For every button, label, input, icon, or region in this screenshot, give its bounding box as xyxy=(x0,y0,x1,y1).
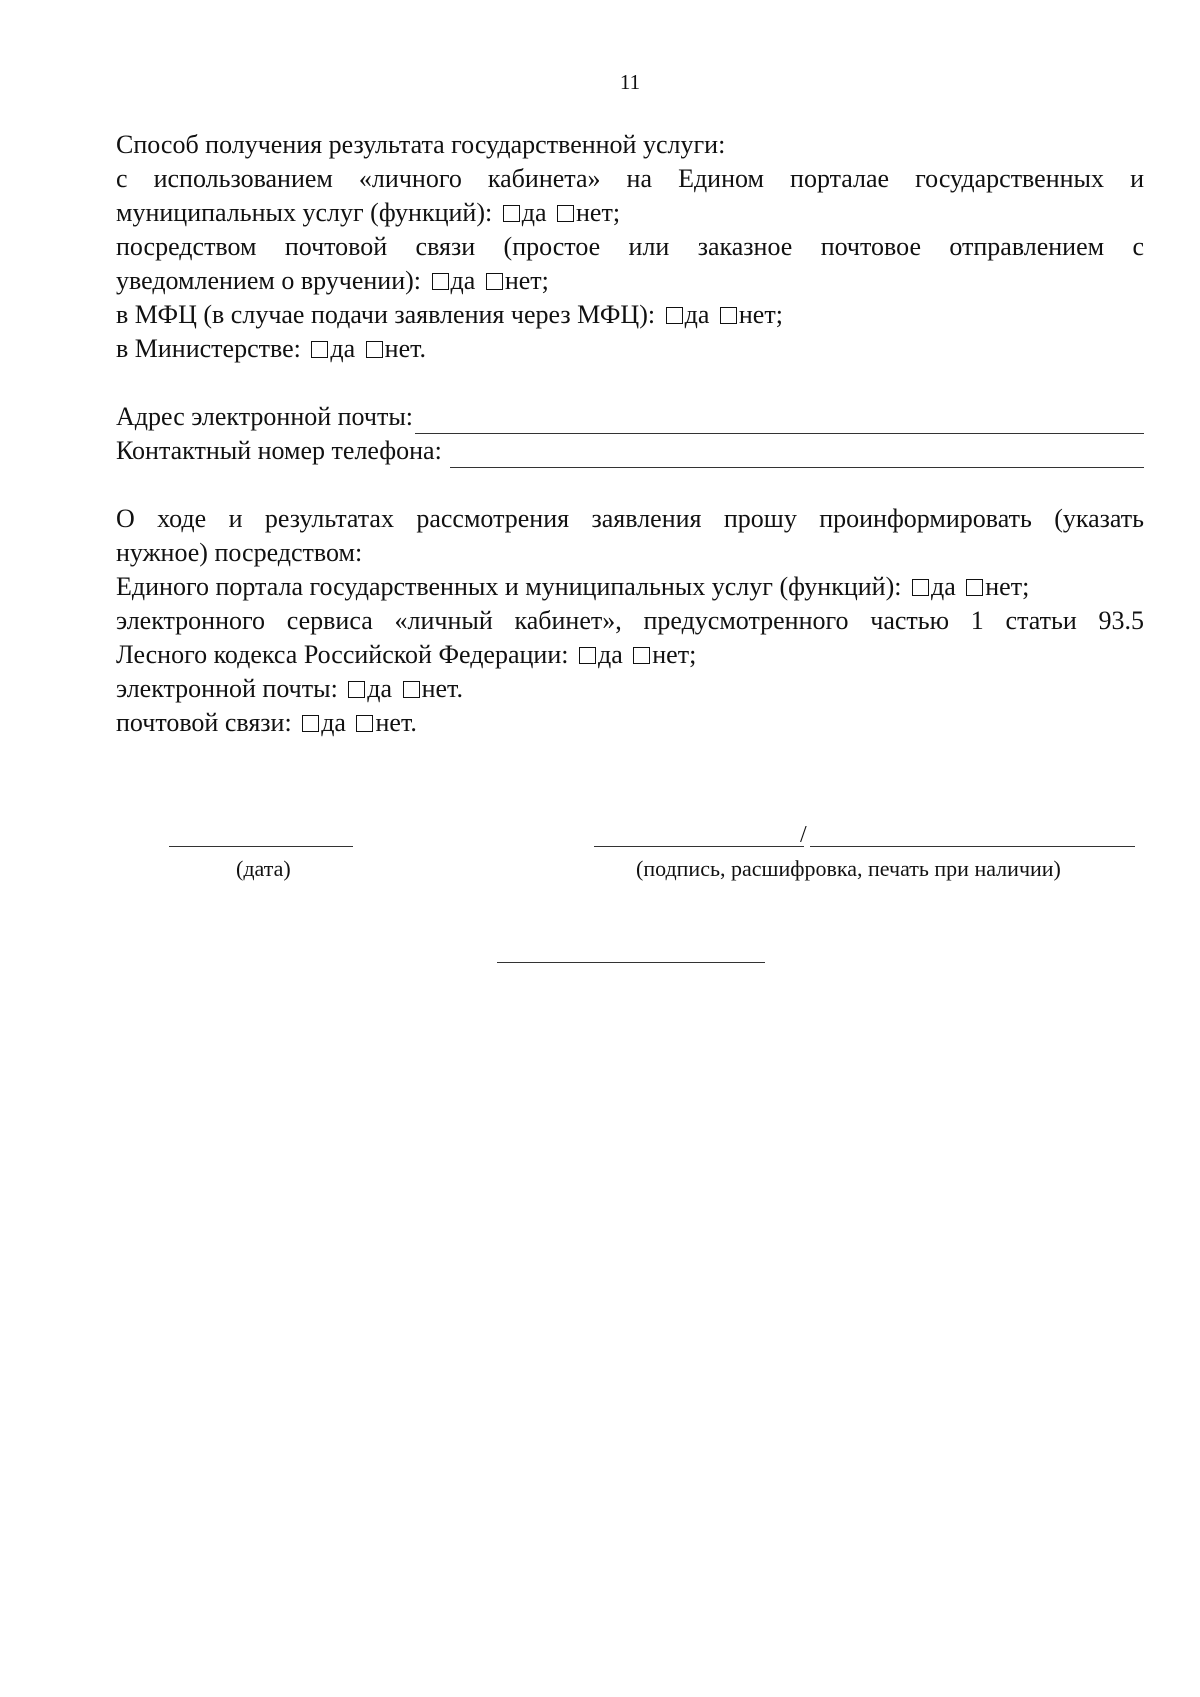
yes-label: да xyxy=(684,300,710,329)
date-caption: (дата) xyxy=(236,856,291,881)
no-label: нет. xyxy=(421,674,463,703)
yes-label: да xyxy=(330,334,356,363)
receipt-option-post xyxy=(116,264,1144,298)
phone-field[interactable] xyxy=(450,442,1144,468)
yes-label: да xyxy=(597,640,623,669)
checkbox-notify-post-no[interactable] xyxy=(356,715,373,732)
notify-option-cabinet xyxy=(116,638,1144,672)
notify-option-portal xyxy=(116,570,1144,604)
notify-option-email-text: электронной почты: xyxy=(116,674,338,703)
no-label: нет. xyxy=(384,334,427,363)
yes-label: да xyxy=(367,674,393,703)
receipt-option-portal-line1: с использованием «личного кабинета» на Едином порталае государственных и xyxy=(116,164,1144,193)
checkbox-notify-portal-no[interactable] xyxy=(966,579,983,596)
receipt-option-mfc xyxy=(116,298,1144,332)
checkbox-mfc-no[interactable] xyxy=(720,307,737,324)
checkbox-post-no[interactable] xyxy=(486,273,503,290)
receipt-option-portal-line2: муниципальных услуг (функций): xyxy=(116,198,493,227)
receipt-option-ministry-text: в Министерстве: xyxy=(116,334,301,363)
receipt-option-post-line2: уведомлением о вручении): xyxy=(116,266,422,295)
form-content xyxy=(116,128,1144,740)
notify-option-post-text: почтовой связи: xyxy=(116,708,292,737)
notify-heading-line1: О ходе и результатах рассмотрения заявления прошу проинформировать (указать xyxy=(116,504,1144,533)
page-number: 11 xyxy=(619,70,641,94)
signature-slash: / xyxy=(800,822,807,848)
checkbox-notify-cabinet-no[interactable] xyxy=(633,647,650,664)
checkbox-portal-yes[interactable] xyxy=(503,205,520,222)
no-label: нет; xyxy=(504,266,549,295)
no-label: нет; xyxy=(985,572,1030,601)
checkbox-mfc-yes[interactable] xyxy=(666,307,683,324)
notify-option-cabinet-line2: Лесного кодекса Российской Федерации: xyxy=(116,640,569,669)
yes-label: да xyxy=(930,572,956,601)
yes-label: да xyxy=(450,266,476,295)
closing-divider xyxy=(497,962,765,963)
receipt-option-portal xyxy=(116,196,1144,230)
spacer xyxy=(116,366,1144,400)
yes-label: да xyxy=(521,198,547,227)
notify-option-cabinet-line1: электронного сервиса «личный кабинет», предусмотренного частью 1 статьи 93.5 xyxy=(116,606,1144,635)
checkbox-portal-no[interactable] xyxy=(557,205,574,222)
signature-line[interactable] xyxy=(594,846,804,847)
spacer xyxy=(116,468,1144,502)
notify-option-portal-text: Единого портала государственных и муниципальных услуг (функций): xyxy=(116,572,902,601)
receipt-option-post-line1: посредством почтовой связи (простое или заказное почтовое отправлением с xyxy=(116,232,1144,261)
no-label: нет; xyxy=(576,198,621,227)
notify-option-post xyxy=(116,706,1144,740)
checkbox-notify-cabinet-yes[interactable] xyxy=(579,647,596,664)
email-field[interactable] xyxy=(415,408,1144,434)
notify-option-email xyxy=(116,672,1144,706)
phone-row xyxy=(116,434,1144,468)
receipt-option-mfc-text: в МФЦ (в случае подачи заявления через МФЦ): xyxy=(116,300,656,329)
checkbox-ministry-no[interactable] xyxy=(366,341,383,358)
receipt-option-ministry xyxy=(116,332,1144,366)
checkbox-post-yes[interactable] xyxy=(432,273,449,290)
no-label: нет; xyxy=(652,640,697,669)
checkbox-ministry-yes[interactable] xyxy=(311,341,328,358)
phone-label: Контактный номер телефона: xyxy=(116,436,442,465)
checkbox-notify-post-yes[interactable] xyxy=(302,715,319,732)
email-row xyxy=(116,400,1144,434)
receipt-heading: Способ получения результата государственной услуги: xyxy=(116,130,726,159)
yes-label: да xyxy=(321,708,346,737)
email-label: Адрес электронной почты: xyxy=(116,402,414,431)
no-label: нет; xyxy=(738,300,783,329)
checkbox-notify-portal-yes[interactable] xyxy=(912,579,929,596)
checkbox-notify-email-no[interactable] xyxy=(403,681,420,698)
checkbox-notify-email-yes[interactable] xyxy=(348,681,365,698)
notify-heading-line2: нужное) посредством: xyxy=(116,538,363,567)
no-label: нет. xyxy=(375,708,417,737)
decryption-line[interactable] xyxy=(810,846,1135,847)
signature-caption: (подпись, расшифровка, печать при наличии) xyxy=(636,856,1061,881)
date-line[interactable] xyxy=(169,846,353,847)
